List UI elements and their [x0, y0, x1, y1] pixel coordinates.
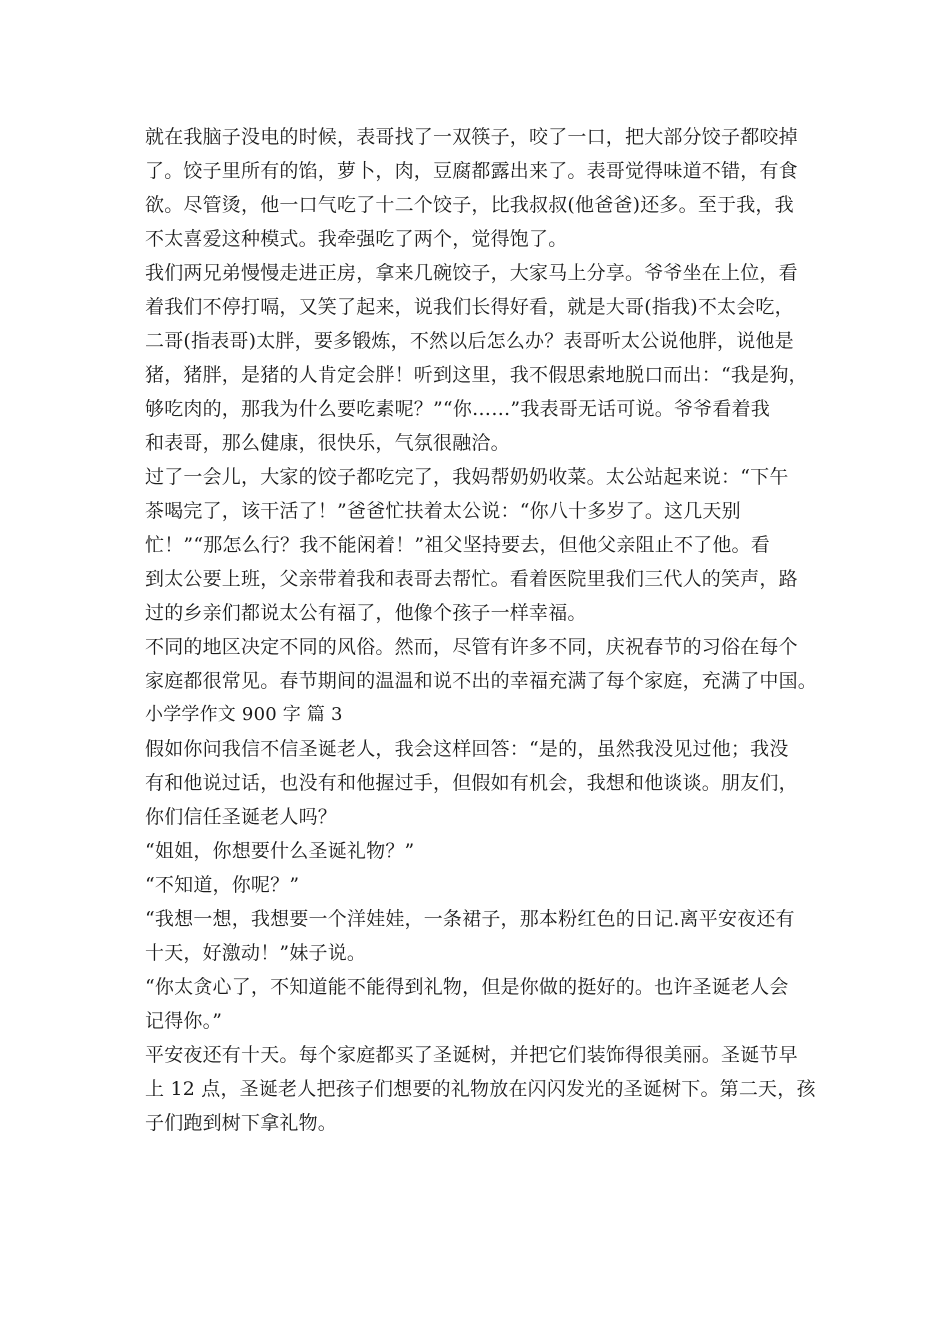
- text-line: 十天，好激动！”妹子说。: [145, 942, 367, 964]
- text-line: “姐姐，你想要什么圣诞礼物？”: [145, 840, 415, 862]
- text-line: 了。饺子里所有的馅，萝卜，肉，豆腐都露出来了。表哥觉得味道不错，有食: [145, 160, 798, 182]
- text-line: “我想一想，我想要一个洋娃娃，一条裙子，那本粉红色的日记.离平安夜还有: [145, 908, 795, 930]
- section-heading: 小学学作文 900 字 篇 3: [145, 704, 343, 725]
- text-line: 茶喝完了，该干活了！”爸爸忙扶着太公说：“你八十多岁了。这几天别: [145, 500, 741, 522]
- text-line: 记得你。”: [145, 1010, 223, 1032]
- text-line: 猪，猪胖，是猪的人肯定会胖！听到这里，我不假思索地脱口而出：“我是狗，: [145, 364, 808, 386]
- text-line: 够吃肉的，那我为什么要吃素呢？”“你……”我表哥无话可说。爷爷看着我: [145, 398, 770, 420]
- document-body: [145, 120, 818, 1140]
- text-line: 假如你问我信不信圣诞老人，我会这样回答：“是的，虽然我没见过他；我没: [145, 738, 789, 760]
- text-line: 你们信任圣诞老人吗？: [145, 806, 338, 828]
- text-line: 不同的地区决定不同的风俗。然而，尽管有许多不同，庆祝春节的习俗在每个: [145, 636, 798, 658]
- text-line: “不知道，你呢？”: [145, 874, 300, 896]
- text-line: 子们跑到树下拿礼物。: [145, 1112, 338, 1134]
- text-line: 二哥(指表哥)太胖，要多锻炼，不然以后怎么办？表哥听太公说他胖，说他是: [145, 330, 794, 352]
- text-line: 我们两兄弟慢慢走进正房，拿来几碗饺子，大家马上分享。爷爷坐在上位，看: [145, 262, 798, 284]
- text-line: 家庭都很常见。春节期间的温温和说不出的幸福充满了每个家庭，充满了中国。: [145, 670, 818, 692]
- text-line: 有和他说过话，也没有和他握过手，但假如有机会，我想和他谈谈。朋友们，: [145, 772, 798, 794]
- text-line: 着我们不停打嗝，又笑了起来，说我们长得好看，就是大哥(指我)不太会吃，: [145, 296, 794, 318]
- text-line: 就在我脑子没电的时候，表哥找了一双筷子，咬了一口，把大部分饺子都咬掉: [145, 126, 798, 148]
- text-line: 平安夜还有十天。每个家庭都买了圣诞树，并把它们装饰得很美丽。圣诞节早: [145, 1044, 798, 1066]
- text-line: 忙！”“那怎么行？我不能闲着！”祖父坚持要去，但他父亲阻止不了他。看: [145, 534, 770, 556]
- text-line: “你太贪心了，不知道能不能得到礼物，但是你做的挺好的。也许圣诞老人会: [145, 976, 789, 998]
- text-line: 过的乡亲们都说太公有福了，他像个孩子一样幸福。: [145, 602, 587, 624]
- text-line: 欲。尽管烫，他一口气吃了十二个饺子，比我叔叔(他爸爸)还多。至于我，我: [145, 194, 794, 216]
- text-line: 到太公要上班，父亲带着我和表哥去帮忙。看着医院里我们三代人的笑声，路: [145, 568, 798, 590]
- text-line: 过了一会儿，大家的饺子都吃完了，我妈帮奶奶收菜。太公站起来说：“下午: [145, 466, 789, 488]
- text-line: 和表哥，那么健康，很快乐，气氛很融洽。: [145, 432, 510, 454]
- text-line: 上 12 点，圣诞老人把孩子们想要的礼物放在闪闪发光的圣诞树下。第二天，孩: [145, 1078, 816, 1100]
- text-line: 不太喜爱这种模式。我牵强吃了两个，觉得饱了。: [145, 228, 568, 250]
